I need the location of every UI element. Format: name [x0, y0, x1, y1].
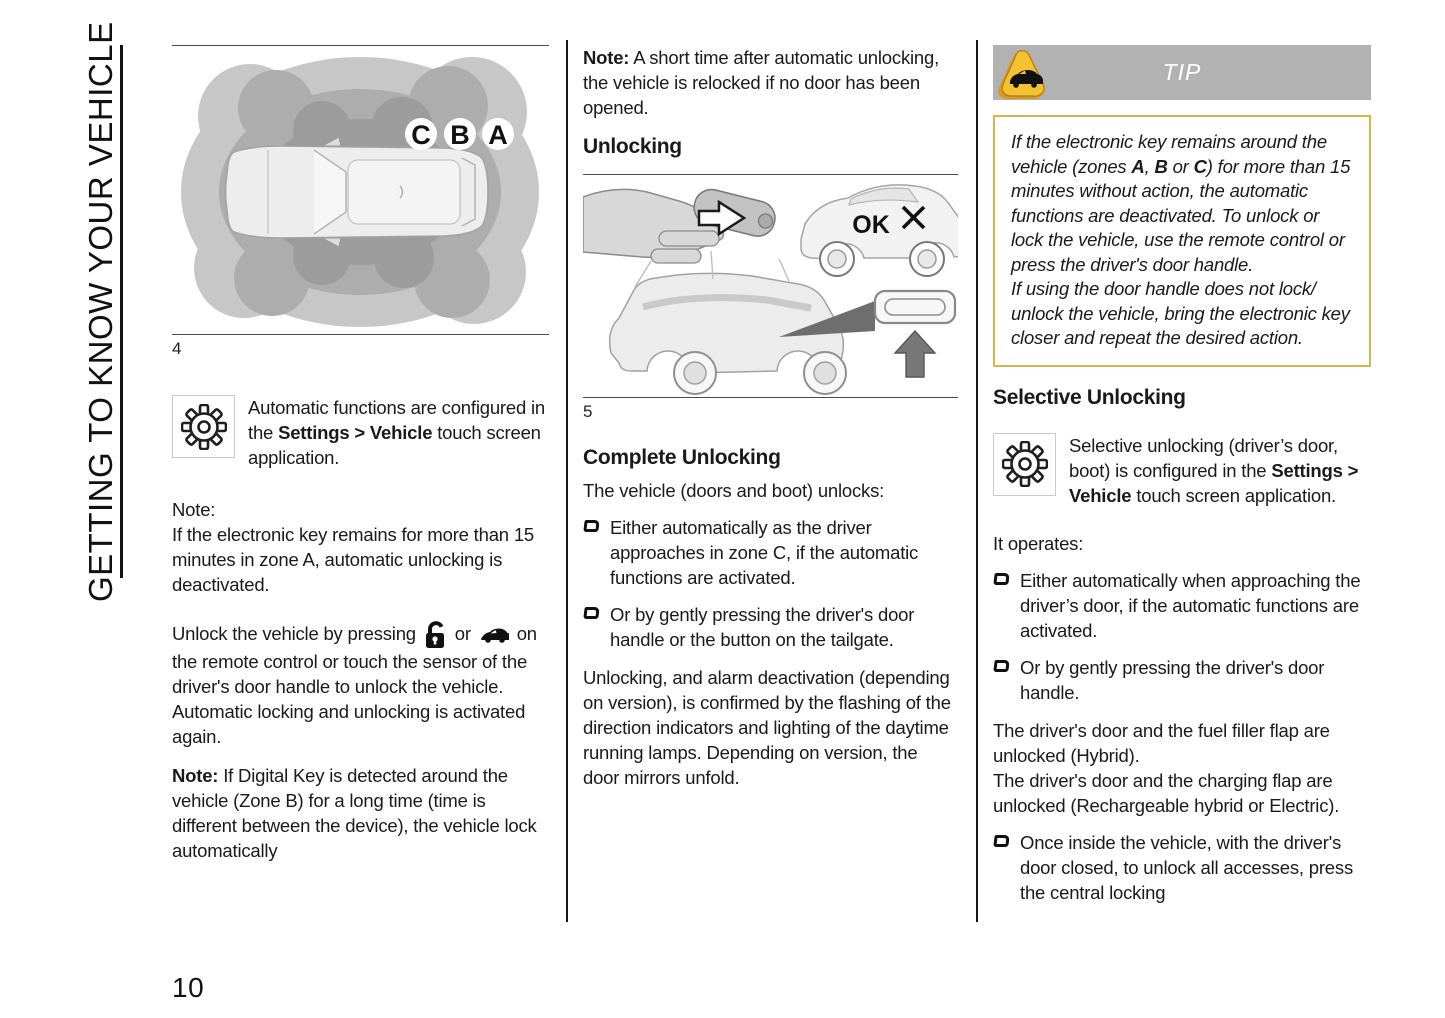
- unlock-text-1: Unlock the vehicle by pressing: [172, 623, 421, 644]
- settings-note-pre: Automatic functions are configured in the: [248, 397, 545, 443]
- checkbox-bullet-icon: [993, 660, 1009, 672]
- checkbox-bullet-icon: [583, 607, 599, 619]
- gear-icon-box: [172, 395, 235, 458]
- car-top-view: [226, 137, 489, 247]
- tip-header-bar: [993, 45, 1371, 100]
- key-zones-figure: [172, 46, 549, 334]
- list-item: [993, 568, 1371, 643]
- list-item-text: Either automatically as the driver approaches in zone C, if the automatic functions are activated.: [610, 517, 919, 588]
- settings-note-bold: Settings > Vehicle: [278, 422, 433, 443]
- list-item-text: Either automatically when approaching the driver’s door, if the automatic functions are activated.: [1020, 569, 1361, 641]
- figure-bottom-rule: [583, 397, 958, 398]
- unlock-padlock-icon: [424, 621, 447, 649]
- tip-box-paragraph-2: If using the door handle does not lock/ unlock the vehicle, bring the electronic key closer and repeat the desired action.: [1011, 278, 1350, 348]
- note-text: If Digital Key is detected around the vehicle (Zone B) for a long time (time is different between the device), the vehicle lock automatically: [172, 765, 537, 862]
- gear-icon: [181, 404, 227, 450]
- car-side-view: [801, 185, 958, 276]
- tip-box-paragraph-1: [1011, 130, 1354, 277]
- settings-note-post: touch screen application.: [1131, 484, 1336, 506]
- note-text: If the electronic key remains for more than 15 minutes in zone A, automatic unlocking is deactivated.: [172, 524, 535, 595]
- selective-unlocking-heading: Selective Unlocking: [993, 385, 1186, 409]
- gear-icon: [1002, 441, 1048, 487]
- checkbox-bullet-icon: [583, 520, 599, 532]
- settings-note-pre: Selective unlocking (driver’s door, boot) is configured in the: [1069, 434, 1338, 481]
- unlock-text-2: on the remote control or touch the sensor of the driver's door handle to unlock the vehicle.: [172, 623, 537, 698]
- unlocking-figure: [583, 175, 958, 397]
- paragraph-line: The driver's door and the charging flap are unlocked (Rechargeable hybrid or Electric).: [993, 769, 1340, 816]
- tip-text: ) for more than 15 minutes without action, the automatic functions are deactivated. To unlock or lock the vehicle, use the remote control or press the driver's door handle.: [1011, 155, 1351, 275]
- unlock-text-or: or: [449, 623, 476, 644]
- operates-intro: It operates:: [993, 532, 1084, 554]
- hand-with-key: [583, 186, 779, 263]
- zone-label-a: A: [488, 120, 508, 150]
- page-number: 10: [172, 972, 205, 1003]
- note-relock: [583, 45, 958, 120]
- checkbox-bullet-icon: [993, 835, 1009, 847]
- paragraph-line: The driver's door and the fuel filler flap are unlocked (Hybrid).: [993, 719, 1330, 766]
- figure-bottom-rule: [172, 334, 549, 335]
- unlock-instructions: [172, 621, 549, 749]
- column-divider: [976, 40, 978, 922]
- note-electronic-key: [172, 497, 549, 597]
- ok-label: OK: [852, 211, 890, 239]
- list-item-text: Or by gently pressing the driver's door handle.: [1020, 656, 1325, 703]
- tip-text: or: [1167, 155, 1194, 177]
- unlocking-heading: Unlocking: [583, 135, 682, 158]
- figure-number: 4: [172, 339, 182, 358]
- complete-unlocking-intro: The vehicle (doors and boot) unlocks:: [583, 480, 885, 501]
- settings-note-bold: Settings > Vehicle: [1069, 459, 1359, 506]
- up-arrow-icon: [895, 331, 935, 377]
- note-text: A short time after automatic unlocking, the vehicle is relocked if no door has been opened.: [583, 47, 940, 118]
- warning-triangle-icon: [996, 47, 1048, 103]
- tip-zone-c: C: [1193, 155, 1207, 177]
- confirmation-paragraph: Unlocking, and alarm deactivation (depending on version), is confirmed by the flashing of the direction indicators and lighting of the daytime running lamps. Depending on version, the door mirrors unfold.: [583, 667, 951, 788]
- tip-text: If the electronic key remains around the vehicle (zones: [1011, 131, 1327, 177]
- unlocked-flaps-paragraph: [993, 718, 1371, 818]
- list-item: [993, 655, 1371, 705]
- list-item-text: Or by gently pressing the driver's door handle or the button on the tailgate.: [610, 604, 915, 650]
- settings-note: [172, 395, 549, 470]
- list-item: [993, 830, 1371, 905]
- column-2: [583, 40, 958, 790]
- section-title: GETTING TO KNOW YOUR VEHICLE: [82, 21, 119, 603]
- zone-label-b: B: [450, 120, 470, 150]
- zone-label-c: C: [411, 120, 431, 150]
- unlock-text-3: Automatic locking and unlocking is activated again.: [172, 701, 526, 748]
- note-digital-key: [172, 763, 549, 863]
- note-label: Note:: [583, 47, 630, 68]
- figure-number: 5: [583, 402, 593, 421]
- note-label: Note:: [172, 765, 219, 787]
- list-item: [583, 602, 958, 652]
- settings-note-text: [1069, 433, 1371, 508]
- tip-zone-a: A: [1131, 155, 1145, 177]
- tip-zone-b: B: [1154, 155, 1168, 177]
- gear-icon-box: [993, 433, 1056, 496]
- column-1: [172, 40, 549, 863]
- tip-text: ,: [1144, 155, 1155, 177]
- settings-note-text: [248, 395, 549, 470]
- column-divider: [566, 40, 568, 922]
- tip-box: [993, 115, 1371, 367]
- tip-label: TIP: [1162, 59, 1202, 85]
- note-label: Note:: [172, 499, 216, 520]
- tailgate-button-detail: [875, 291, 955, 323]
- settings-note: [993, 433, 1371, 508]
- section-title-underline: [120, 45, 123, 578]
- checkbox-bullet-icon: [993, 573, 1009, 585]
- suv-rear-view: [610, 251, 846, 394]
- column-3: [993, 40, 1371, 905]
- list-item: [583, 515, 958, 590]
- complete-unlocking-heading: Complete Unlocking: [583, 446, 781, 469]
- zone-labels: [405, 118, 514, 150]
- car-remote-icon: [479, 628, 509, 643]
- list-item-text: Once inside the vehicle, with the driver's door closed, to unlock all accesses, press the central locking: [1020, 831, 1353, 903]
- settings-note-post: touch screen application.: [248, 422, 541, 468]
